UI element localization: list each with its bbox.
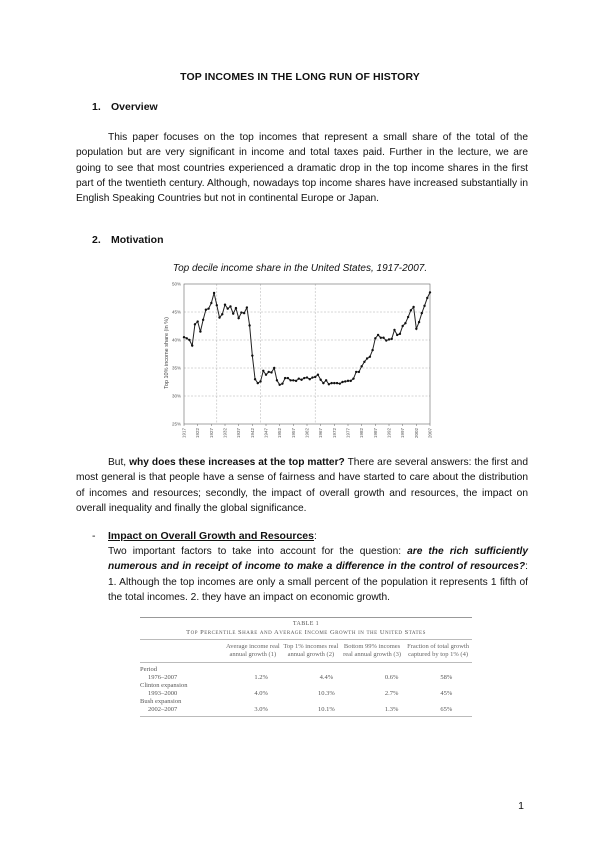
overview-paragraph: This paper focuses on the top incomes that represent a small share of the total of the population but are very significant in income and total taxes paid. Further in the lecture, we are going to see that most countries experienced a dramatic drop in the top income shares in the first part of the twentieth century. Although, nowadays top income shares have increased substantially in English Speaking Countries but not in continental Europe or Japan. bbox=[76, 132, 528, 205]
table-row bbox=[140, 690, 472, 698]
x-tick-label: 1917 bbox=[181, 428, 187, 439]
cell bbox=[421, 682, 472, 690]
data-point bbox=[339, 382, 341, 384]
data-point bbox=[221, 313, 223, 315]
x-tick-label: 1972 bbox=[331, 428, 337, 439]
data-point bbox=[278, 384, 280, 386]
y-tick-label: 40% bbox=[171, 337, 181, 343]
x-tick-label: 1982 bbox=[359, 428, 365, 439]
data-point bbox=[369, 356, 371, 358]
section-heading-overview bbox=[92, 101, 158, 113]
data-point bbox=[298, 377, 300, 379]
data-point bbox=[363, 361, 365, 363]
data-point bbox=[311, 376, 313, 378]
x-tick-label: 1927 bbox=[208, 428, 214, 439]
table-row bbox=[140, 698, 472, 706]
cell bbox=[232, 666, 290, 674]
data-point bbox=[314, 376, 316, 378]
cell bbox=[421, 698, 472, 706]
data-point bbox=[303, 377, 305, 379]
data-point bbox=[207, 307, 209, 309]
data-point bbox=[317, 374, 319, 376]
data-point bbox=[426, 297, 428, 299]
data-point bbox=[382, 337, 384, 339]
cell bbox=[232, 698, 290, 706]
data-point bbox=[268, 371, 270, 373]
table-header-cell: Top 1% incomes real annual growth (2) bbox=[283, 643, 339, 658]
data-point bbox=[330, 382, 332, 384]
page-number: 1 bbox=[518, 800, 524, 812]
data-point bbox=[188, 339, 190, 341]
data-point bbox=[300, 379, 302, 381]
section-number: 2. bbox=[92, 234, 101, 246]
data-point bbox=[289, 379, 291, 381]
chart-frame bbox=[184, 284, 430, 424]
row-label: Clinton expansion bbox=[140, 682, 188, 689]
x-tick-label: 1992 bbox=[386, 428, 392, 439]
table-subtitle: Top Percentile Share and Average Income Growth in the United States bbox=[186, 629, 426, 636]
cell bbox=[362, 682, 420, 690]
y-tick-label: 50% bbox=[171, 281, 181, 287]
data-point bbox=[396, 334, 398, 336]
data-point bbox=[399, 333, 401, 335]
data-point bbox=[421, 312, 423, 314]
data-point bbox=[273, 367, 275, 369]
bullet-dash: - bbox=[92, 530, 96, 542]
cell bbox=[290, 666, 362, 674]
x-tick-label: 1937 bbox=[236, 428, 242, 439]
data-point bbox=[341, 381, 343, 383]
data-point bbox=[265, 374, 267, 376]
chart-axes bbox=[184, 284, 430, 426]
x-tick-label: 1952 bbox=[277, 428, 283, 439]
data-point bbox=[276, 379, 278, 381]
motivation-question: why does these increases at the top matter? bbox=[129, 457, 345, 468]
table-body-rule bbox=[140, 662, 472, 663]
data-point bbox=[194, 323, 196, 325]
document-title: TOP INCOMES IN THE LONG RUN OF HISTORY bbox=[180, 71, 420, 83]
chart-x-tick-labels bbox=[182, 428, 433, 439]
series-line bbox=[184, 292, 430, 384]
data-point bbox=[319, 379, 321, 381]
data-point bbox=[380, 337, 382, 339]
x-tick-label: 1932 bbox=[222, 428, 228, 439]
data-point bbox=[186, 337, 188, 339]
data-point bbox=[429, 291, 431, 293]
row-label: Bush expansion bbox=[140, 698, 182, 705]
data-point bbox=[227, 307, 229, 309]
data-point bbox=[336, 382, 338, 384]
bullet-body bbox=[108, 544, 528, 605]
data-point bbox=[240, 311, 242, 313]
row-label: 1993–2000 bbox=[148, 690, 178, 697]
data-point bbox=[205, 309, 207, 311]
data-point bbox=[415, 328, 417, 330]
table-body bbox=[140, 666, 472, 714]
chart-y-tick-labels bbox=[172, 282, 181, 427]
data-point bbox=[183, 336, 185, 338]
table-top-rule bbox=[140, 617, 472, 618]
table-header-row bbox=[140, 643, 472, 659]
cell bbox=[362, 666, 420, 674]
data-point bbox=[281, 382, 283, 384]
motivation-rest: There are several answers: the first and most general is that people have a sense of fairness and have started to care about the distribution of incomes and resources; secondly, the impact of overall growth and resources, the impact on overall inequality and finally the global significance. bbox=[76, 457, 528, 514]
data-point bbox=[202, 319, 204, 321]
row-label: 2002–2007 bbox=[148, 706, 178, 713]
data-point bbox=[295, 380, 297, 382]
data-point bbox=[199, 330, 201, 332]
y-tick-label: 35% bbox=[171, 365, 181, 371]
bullet-body-lead: Two important factors to take into account for the question: bbox=[108, 546, 408, 557]
data-point bbox=[418, 321, 420, 323]
data-point bbox=[347, 380, 349, 382]
chart-grid bbox=[184, 284, 430, 424]
data-point bbox=[237, 317, 239, 319]
section-heading-text: Overview bbox=[111, 101, 158, 113]
cell: 58% bbox=[440, 674, 453, 681]
data-point bbox=[246, 306, 248, 308]
table-header-cell: Average income real annual growth (1) bbox=[226, 643, 280, 658]
data-point bbox=[423, 305, 425, 307]
x-tick-label: 1962 bbox=[304, 428, 310, 439]
cell bbox=[421, 666, 472, 674]
data-point bbox=[322, 382, 324, 384]
data-point bbox=[229, 305, 231, 307]
data-point bbox=[248, 324, 250, 326]
x-tick-label: 2002 bbox=[413, 428, 419, 439]
data-point bbox=[309, 378, 311, 380]
cell: 3.0% bbox=[254, 706, 268, 713]
table-bottom-rule bbox=[140, 716, 472, 717]
data-point bbox=[366, 357, 368, 359]
x-tick-label: 1922 bbox=[195, 428, 201, 439]
data-point bbox=[393, 329, 395, 331]
table-title: TABLE 1 bbox=[292, 621, 320, 627]
cell bbox=[232, 682, 290, 690]
bullet-body-question: are the rich sufficiently numerous and in receipt of income to make a difference in the control of resources? bbox=[108, 546, 528, 573]
x-tick-label: 1967 bbox=[318, 428, 324, 439]
table-header-cell: Fraction of total growth captured by top 1% (4) bbox=[407, 643, 469, 658]
cell: 4.4% bbox=[319, 674, 334, 681]
bullet-body-rest: : 1. Although the top incomes are only a small percent of the population it represents 1 fifth of the total incomes. 2. they have an impact on economic growth. bbox=[108, 561, 528, 603]
row-label: Period bbox=[140, 666, 157, 673]
data-point bbox=[232, 312, 234, 314]
figure-caption: Top decile income share in the United States, 1917-2007. bbox=[172, 263, 428, 274]
cell: 1.3% bbox=[384, 706, 399, 713]
x-tick-label: 1987 bbox=[372, 428, 378, 439]
cell: 45% bbox=[440, 690, 453, 697]
chart-y-axis-label: Top 10% income share (in %) bbox=[164, 317, 170, 389]
data-point bbox=[259, 380, 261, 382]
growth-table bbox=[140, 617, 472, 717]
data-point bbox=[191, 344, 193, 346]
bullet-heading-suffix: : bbox=[313, 530, 317, 542]
motivation-paragraph bbox=[76, 455, 528, 516]
data-point bbox=[352, 377, 354, 379]
series-points bbox=[183, 291, 431, 386]
bullet-heading: Impact on Overall Growth and Resources bbox=[108, 530, 314, 542]
y-tick-label: 30% bbox=[171, 393, 181, 399]
cell bbox=[290, 682, 362, 690]
table-header-cell: Bottom 99% incomes real annual growth (3) bbox=[343, 643, 402, 658]
data-point bbox=[270, 371, 272, 373]
data-point bbox=[251, 354, 253, 356]
x-tick-label: 1977 bbox=[345, 428, 351, 439]
data-point bbox=[388, 338, 390, 340]
data-point bbox=[218, 316, 220, 318]
data-point bbox=[328, 383, 330, 385]
x-tick-label: 1997 bbox=[400, 428, 406, 439]
cell bbox=[362, 698, 420, 706]
section-heading-text: Motivation bbox=[111, 234, 164, 246]
data-point bbox=[412, 306, 414, 308]
x-tick-label: 1942 bbox=[249, 428, 255, 439]
data-point bbox=[262, 370, 264, 372]
data-point bbox=[254, 378, 256, 380]
x-tick-label: 1947 bbox=[263, 428, 269, 439]
table-header-cell bbox=[140, 643, 224, 659]
data-point bbox=[224, 304, 226, 306]
x-tick-label: 2007 bbox=[427, 428, 433, 439]
income-share-chart bbox=[162, 278, 438, 448]
data-point bbox=[404, 322, 406, 324]
data-point bbox=[306, 376, 308, 378]
table-row bbox=[140, 706, 472, 714]
motivation-lead: But, bbox=[108, 457, 130, 468]
cell bbox=[290, 698, 362, 706]
cell: 10.1% bbox=[317, 706, 335, 713]
data-point bbox=[235, 307, 237, 309]
bullet-heading-row bbox=[108, 530, 317, 542]
data-point bbox=[374, 337, 376, 339]
table-row bbox=[140, 666, 472, 674]
data-point bbox=[210, 302, 212, 304]
data-point bbox=[213, 292, 215, 294]
data-point bbox=[401, 325, 403, 327]
data-point bbox=[391, 338, 393, 340]
data-point bbox=[371, 349, 373, 351]
cell: 4.0% bbox=[254, 690, 268, 697]
section-number: 1. bbox=[92, 101, 101, 113]
data-point bbox=[410, 309, 412, 311]
data-point bbox=[243, 312, 245, 314]
data-point bbox=[292, 379, 294, 381]
cell: 10.3% bbox=[317, 690, 335, 697]
data-point bbox=[355, 371, 357, 373]
data-point bbox=[287, 377, 289, 379]
data-point bbox=[257, 382, 259, 384]
x-tick-label: 1957 bbox=[290, 428, 296, 439]
data-point bbox=[385, 339, 387, 341]
data-point bbox=[333, 382, 335, 384]
section-heading-motivation bbox=[92, 234, 164, 246]
data-point bbox=[216, 304, 218, 306]
data-point bbox=[350, 380, 352, 382]
cell: 0.6% bbox=[384, 674, 399, 681]
data-point bbox=[407, 316, 409, 318]
data-point bbox=[196, 320, 198, 322]
y-tick-label: 45% bbox=[171, 309, 181, 315]
data-point bbox=[284, 377, 286, 379]
row-label: 1976–2007 bbox=[148, 674, 178, 681]
cell: 65% bbox=[440, 706, 453, 713]
table-row bbox=[140, 674, 472, 682]
data-point bbox=[344, 380, 346, 382]
table-grid bbox=[140, 643, 472, 659]
cell: 1.2% bbox=[254, 674, 268, 681]
table-header-rule bbox=[140, 639, 472, 640]
data-point bbox=[377, 334, 379, 336]
y-tick-label: 25% bbox=[171, 421, 181, 427]
data-point bbox=[360, 365, 362, 367]
cell: 2.7% bbox=[384, 690, 399, 697]
data-point bbox=[325, 379, 327, 381]
data-point bbox=[358, 371, 360, 373]
table-row bbox=[140, 682, 472, 690]
